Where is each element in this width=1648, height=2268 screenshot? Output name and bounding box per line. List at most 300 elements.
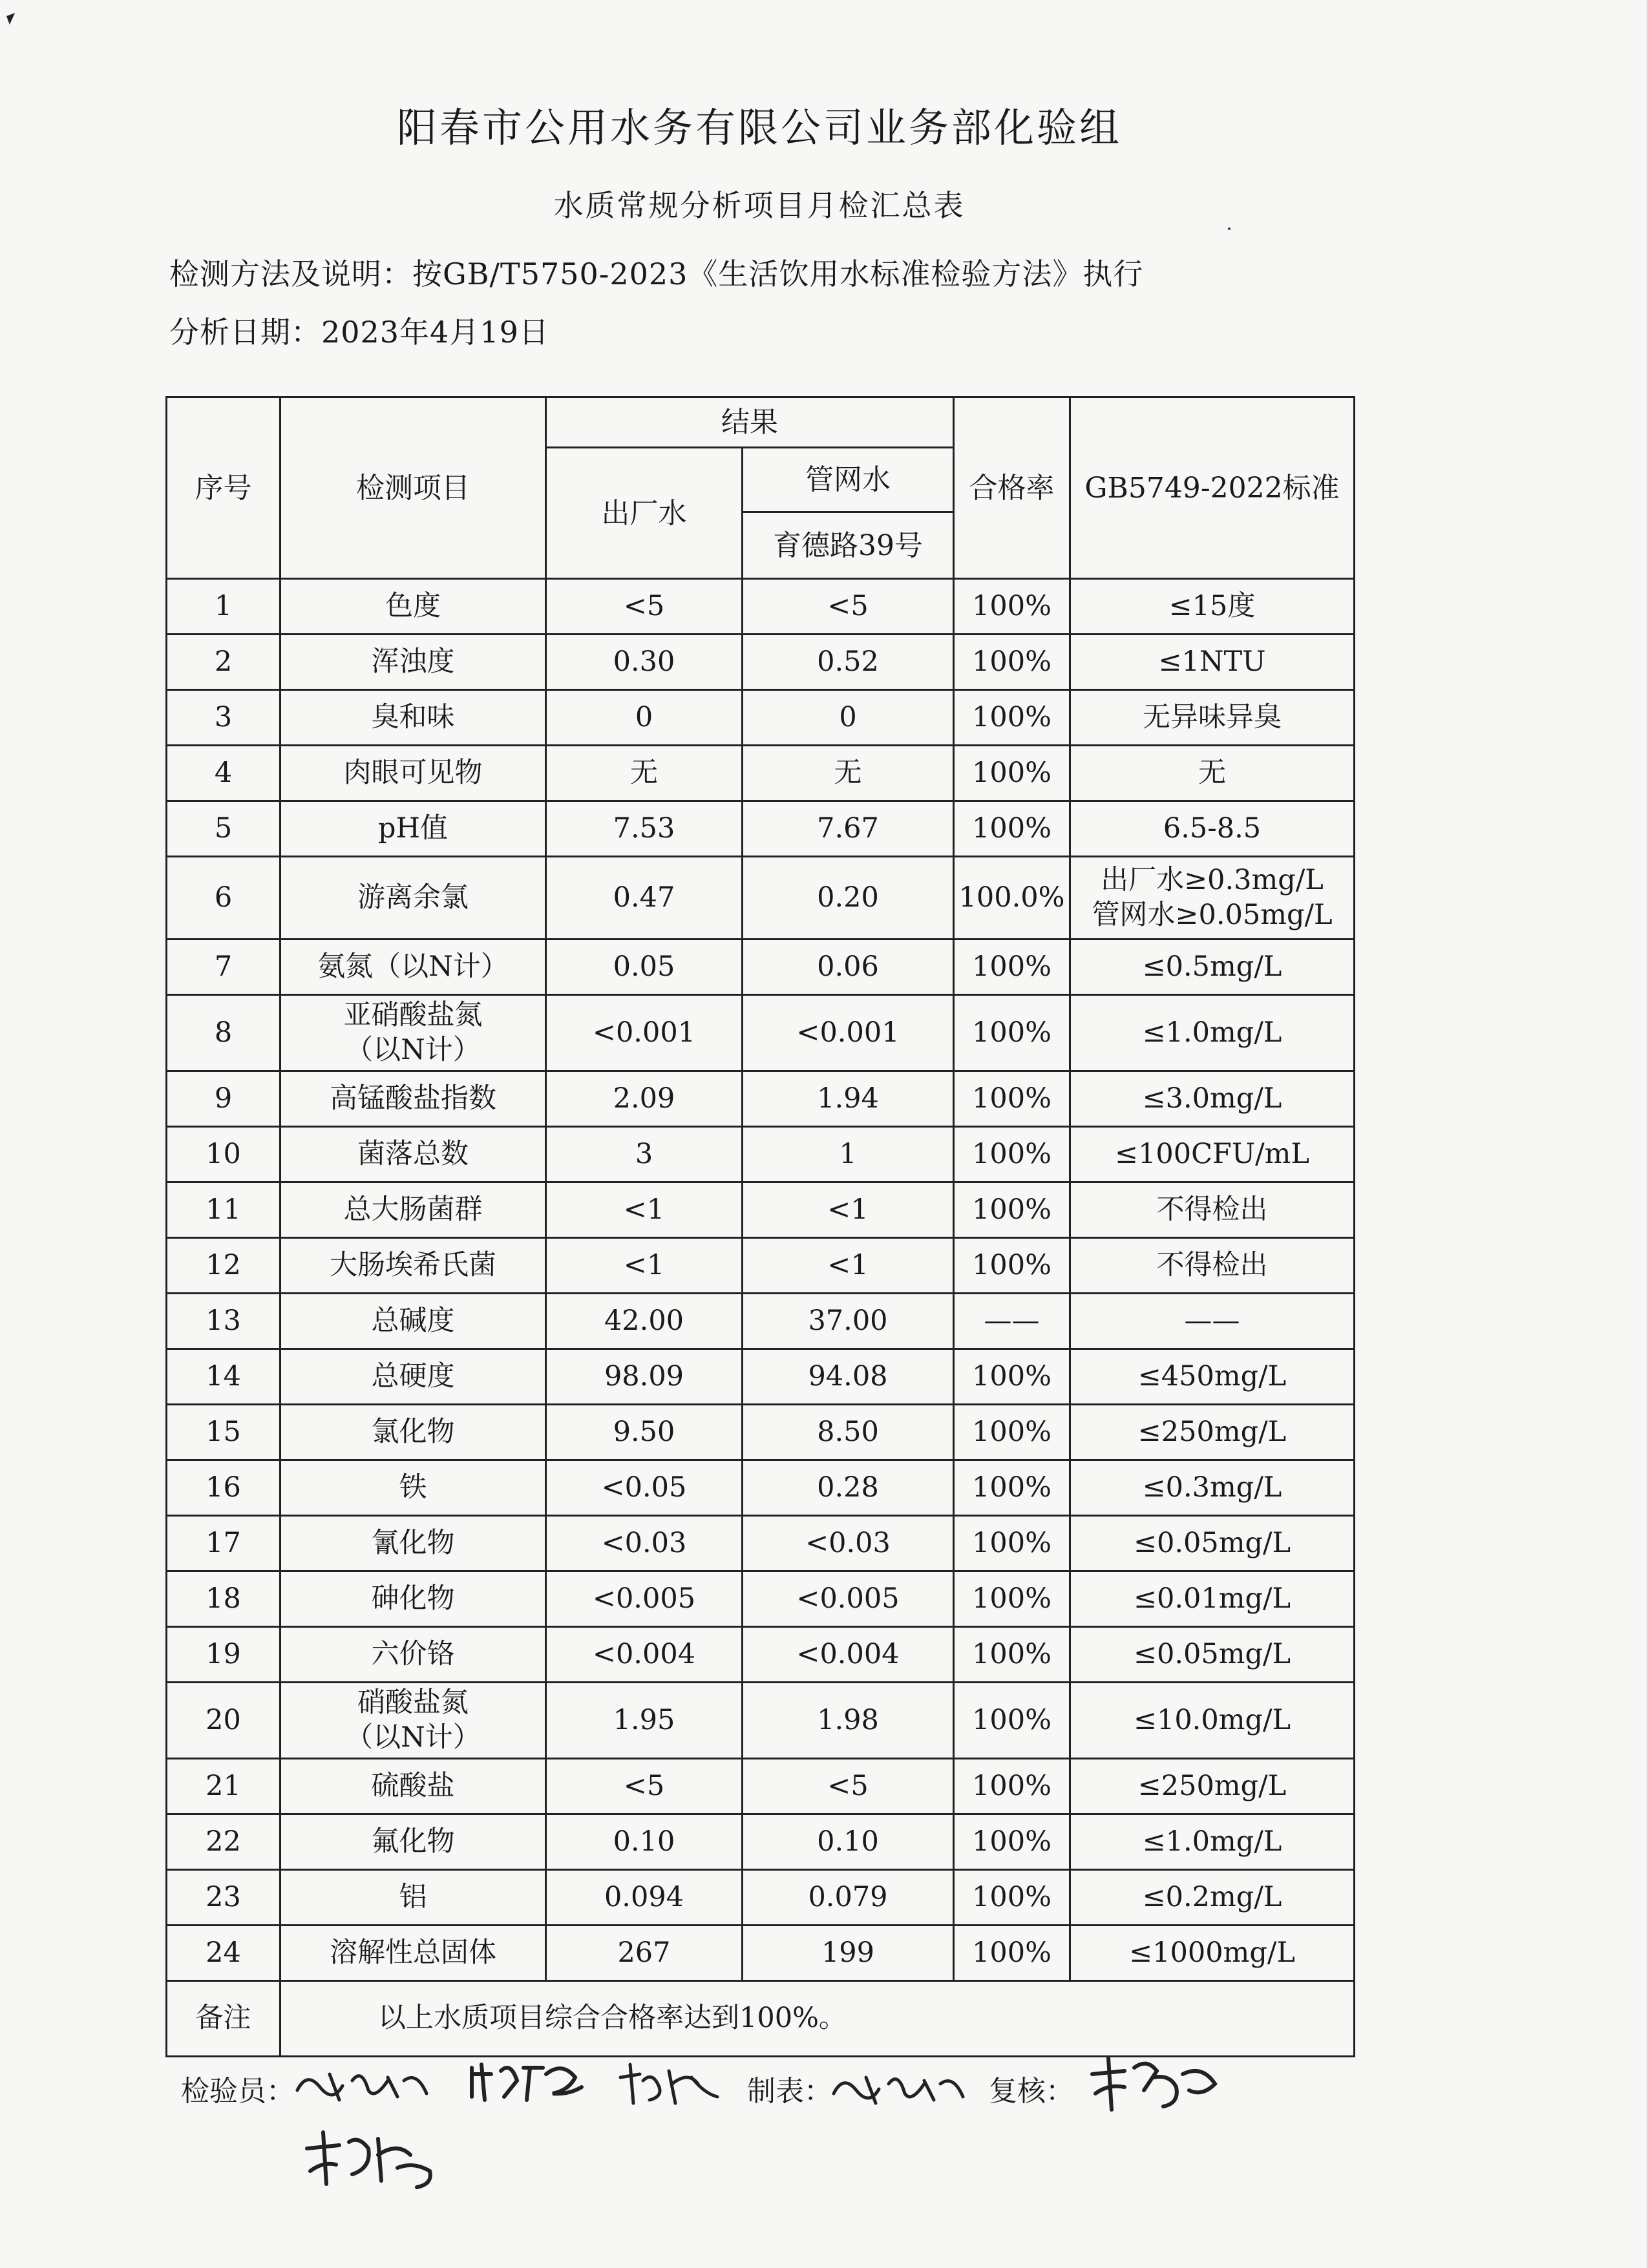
row-rate-text: 100.0%	[958, 881, 1065, 914]
row-seq	[167, 1405, 280, 1460]
row-network-value-text: 0.52	[817, 645, 879, 678]
row-rate-text: 100%	[972, 1637, 1051, 1670]
row-network-value	[743, 1759, 954, 1814]
row-network-value-text: <0.005	[796, 1582, 900, 1615]
row-standard-text: ≤250mg/L	[1137, 1769, 1287, 1802]
row-factory-value	[546, 746, 743, 801]
row-item-text: 菌落总数	[357, 1137, 469, 1170]
row-item	[280, 690, 546, 746]
row-network-value	[743, 1071, 954, 1127]
row-item	[280, 1870, 546, 1926]
row-network-value	[743, 801, 954, 857]
row-standard-text: ≤100CFU/mL	[1115, 1137, 1309, 1170]
header-seq: 序号	[167, 397, 280, 579]
row-network-value-text: 199	[821, 1936, 875, 1969]
row-factory-value	[546, 1926, 743, 1981]
row-factory-value	[546, 635, 743, 690]
row-factory-value-text: <5	[623, 1769, 665, 1802]
row-item-text: 氯化物	[371, 1415, 455, 1448]
row-seq-text: 16	[206, 1471, 241, 1504]
row-network-value-text: 7.67	[817, 812, 879, 845]
table-row	[167, 635, 1355, 690]
row-rate	[954, 1349, 1070, 1405]
row-seq-text: 21	[206, 1769, 241, 1802]
row-factory-value-text: <0.05	[601, 1471, 687, 1504]
row-factory-value-text: 42.00	[604, 1304, 684, 1337]
row-item-text: 色度	[385, 589, 441, 622]
row-standard	[1070, 1759, 1355, 1814]
row-rate-text: 100%	[972, 1360, 1051, 1392]
row-seq	[167, 801, 280, 857]
row-factory-value-text: 98.09	[604, 1360, 684, 1392]
row-item-text: 溶解性总固体	[330, 1936, 496, 1969]
row-item	[280, 1238, 546, 1294]
table-row	[167, 1926, 1355, 1981]
row-rate-text: 100%	[972, 1936, 1051, 1969]
row-item-text: pH值	[377, 812, 449, 845]
row-seq-text: 3	[214, 700, 233, 733]
row-rate	[954, 1759, 1070, 1814]
row-item-text: 铝	[399, 1880, 427, 1913]
row-network-value	[743, 1571, 954, 1627]
row-network-value-text: 1.98	[817, 1703, 879, 1736]
row-item-text-line2: （以N计）	[345, 1033, 481, 1066]
remark-label: 备注	[167, 1981, 280, 2057]
row-standard	[1070, 746, 1355, 801]
table-row	[167, 1127, 1355, 1182]
row-seq	[167, 1294, 280, 1349]
row-rate-text: 100%	[972, 1703, 1051, 1736]
row-network-value	[743, 1182, 954, 1238]
row-seq-text: 24	[206, 1936, 241, 1969]
row-rate-text: 100%	[972, 1137, 1051, 1170]
row-rate	[954, 1460, 1070, 1516]
row-rate-text: 100%	[972, 1193, 1051, 1226]
row-rate	[954, 1127, 1070, 1182]
row-item-text: 砷化物	[371, 1582, 455, 1615]
row-network-value-text: <0.001	[796, 1016, 900, 1049]
row-seq-text: 19	[206, 1637, 241, 1670]
row-rate	[954, 635, 1070, 690]
row-standard	[1070, 1814, 1355, 1870]
row-factory-value-text: <0.005	[592, 1582, 696, 1615]
row-factory-value-text: 0.10	[613, 1825, 675, 1858]
table-row	[167, 1759, 1355, 1814]
table-row	[167, 1460, 1355, 1516]
row-item	[280, 1627, 546, 1683]
row-network-value	[743, 690, 954, 746]
row-item-text: 氟化物	[371, 1825, 455, 1858]
row-network-value	[743, 1683, 954, 1759]
row-rate-text: 100%	[972, 1526, 1051, 1559]
row-rate	[954, 1814, 1070, 1870]
row-rate-text: 100%	[972, 1415, 1051, 1448]
row-standard-text: ≤0.5mg/L	[1142, 950, 1282, 983]
row-factory-value	[546, 857, 743, 940]
row-network-value-text: 1.94	[817, 1082, 879, 1115]
row-seq-text: 10	[206, 1137, 241, 1170]
row-standard	[1070, 857, 1355, 940]
row-factory-value	[546, 1870, 743, 1926]
row-standard-text: ——	[1184, 1304, 1240, 1337]
row-item	[280, 746, 546, 801]
table-row	[167, 940, 1355, 995]
row-item	[280, 1460, 546, 1516]
header-factory-water: 出厂水	[546, 448, 743, 579]
row-factory-value	[546, 995, 743, 1071]
row-network-value	[743, 579, 954, 635]
row-rate-text: 100%	[972, 950, 1051, 983]
row-standard-text: ≤10.0mg/L	[1133, 1703, 1291, 1736]
row-factory-value-text: 0.47	[613, 881, 675, 914]
row-rate	[954, 690, 1070, 746]
corner-mark	[6, 13, 18, 25]
table-row	[167, 690, 1355, 746]
row-seq	[167, 1814, 280, 1870]
row-item	[280, 1294, 546, 1349]
row-item-text: 总碱度	[371, 1304, 455, 1337]
row-standard-text: ≤0.2mg/L	[1142, 1880, 1282, 1913]
row-rate	[954, 1870, 1070, 1926]
row-network-value	[743, 1926, 954, 1981]
table-row	[167, 1627, 1355, 1683]
row-factory-value	[546, 1238, 743, 1294]
row-seq-text: 6	[214, 881, 233, 914]
row-rate	[954, 1405, 1070, 1460]
row-network-value-text: 0.10	[817, 1825, 879, 1858]
row-network-value	[743, 1349, 954, 1405]
row-standard-text: ≤250mg/L	[1137, 1415, 1287, 1448]
row-item	[280, 995, 546, 1071]
remark-text: 以上水质项目综合合格率达到100%。	[280, 1981, 1355, 2057]
row-factory-value	[546, 1571, 743, 1627]
row-item	[280, 1127, 546, 1182]
row-network-value	[743, 1627, 954, 1683]
row-factory-value	[546, 690, 743, 746]
row-standard-text: ≤1000mg/L	[1129, 1936, 1295, 1969]
row-rate-text: 100%	[972, 1016, 1051, 1049]
row-seq-text: 15	[206, 1415, 241, 1448]
method-note: 检测方法及说明：按GB/T5750-2023《生活饮用水标准检验方法》执行	[169, 257, 1144, 291]
row-seq	[167, 857, 280, 940]
row-rate-text: 100%	[972, 1582, 1051, 1615]
row-seq	[167, 1127, 280, 1182]
row-item	[280, 1182, 546, 1238]
row-standard-text: ≤15度	[1168, 589, 1256, 622]
row-seq-text: 14	[206, 1360, 241, 1392]
row-factory-value-text: <1	[623, 1248, 665, 1281]
row-seq	[167, 1926, 280, 1981]
inspector-label: 检验员：	[181, 2075, 295, 2108]
row-network-value	[743, 1814, 954, 1870]
table-row	[167, 1683, 1355, 1759]
row-standard	[1070, 1870, 1355, 1926]
row-standard-text: ≤1NTU	[1158, 645, 1266, 678]
results-table	[165, 396, 1355, 2057]
row-rate	[954, 1516, 1070, 1571]
row-rate-text: 100%	[972, 589, 1051, 622]
row-network-value	[743, 746, 954, 801]
row-item	[280, 579, 546, 635]
row-network-value	[743, 635, 954, 690]
row-standard	[1070, 995, 1355, 1071]
row-seq-text: 20	[206, 1703, 241, 1736]
row-item	[280, 1926, 546, 1981]
row-item-text: 臭和味	[371, 700, 455, 733]
row-factory-value	[546, 1516, 743, 1571]
row-rate	[954, 940, 1070, 995]
row-item	[280, 1814, 546, 1870]
row-seq	[167, 1571, 280, 1627]
row-rate-text: 100%	[972, 1248, 1051, 1281]
table-row	[167, 1182, 1355, 1238]
row-factory-value-text: 9.50	[613, 1415, 675, 1448]
row-factory-value-text: <0.03	[601, 1526, 687, 1559]
row-network-value	[743, 1127, 954, 1182]
row-network-value-text: <1	[827, 1193, 869, 1226]
header-item: 检测项目	[280, 397, 546, 579]
row-item-text: 氨氮（以N计）	[317, 950, 509, 983]
row-seq	[167, 1071, 280, 1127]
row-network-value	[743, 1238, 954, 1294]
row-factory-value-text: 7.53	[613, 812, 675, 845]
row-item-text: 总硬度	[371, 1360, 455, 1392]
row-item-text: 六价铬	[371, 1637, 455, 1670]
row-network-value-text: <0.004	[796, 1637, 900, 1670]
header-network-site: 育德路39号	[743, 512, 954, 579]
table-row	[167, 1870, 1355, 1926]
table-row	[167, 801, 1355, 857]
page-subtitle: 水质常规分析项目月检汇总表	[553, 188, 966, 223]
row-network-value	[743, 1460, 954, 1516]
row-item-text: 总大肠菌群	[343, 1193, 483, 1226]
row-standard-text: ≤1.0mg/L	[1142, 1825, 1282, 1858]
row-item	[280, 1516, 546, 1571]
row-rate	[954, 1294, 1070, 1349]
table-row	[167, 746, 1355, 801]
row-standard-text: 6.5-8.5	[1163, 812, 1262, 845]
row-standard	[1070, 1238, 1355, 1294]
signature-area	[181, 2061, 1409, 2223]
analysis-date: 分析日期：2023年4月19日	[169, 315, 549, 350]
row-item	[280, 1759, 546, 1814]
table-row	[167, 579, 1355, 635]
table-row	[167, 857, 1355, 940]
table-row	[167, 1238, 1355, 1294]
row-factory-value-text: 1.95	[613, 1703, 675, 1736]
row-standard	[1070, 1683, 1355, 1759]
row-seq	[167, 690, 280, 746]
row-standard	[1070, 1405, 1355, 1460]
row-factory-value-text: <5	[623, 589, 665, 622]
row-rate-text: 100%	[972, 1471, 1051, 1504]
row-standard	[1070, 1182, 1355, 1238]
row-factory-value-text: <0.001	[592, 1016, 696, 1049]
row-item-text: 硫酸盐	[371, 1769, 455, 1802]
row-rate	[954, 1238, 1070, 1294]
row-seq-text: 2	[214, 645, 233, 678]
row-standard-text: 无	[1198, 756, 1226, 789]
row-item-text: 铁	[399, 1471, 427, 1504]
row-item-text: 高锰酸盐指数	[330, 1082, 496, 1115]
row-standard	[1070, 1349, 1355, 1405]
row-item-text: 游离余氯	[357, 881, 469, 914]
row-factory-value-text: 0.05	[613, 950, 675, 983]
row-factory-value-text: 267	[617, 1936, 671, 1969]
row-rate	[954, 579, 1070, 635]
row-standard	[1070, 1294, 1355, 1349]
table-row	[167, 1571, 1355, 1627]
row-network-value	[743, 857, 954, 940]
row-network-value-text: 0.20	[817, 881, 879, 914]
row-rate	[954, 1627, 1070, 1683]
row-standard	[1070, 940, 1355, 995]
inspector-signature-3	[614, 2058, 724, 2110]
table-row	[167, 1516, 1355, 1571]
row-standard	[1070, 635, 1355, 690]
table-row	[167, 995, 1355, 1071]
table-row	[167, 1814, 1355, 1870]
table-row	[167, 1405, 1355, 1460]
row-seq-text: 5	[214, 812, 233, 845]
row-factory-value	[546, 1127, 743, 1182]
row-item-text: 氰化物	[371, 1526, 455, 1559]
row-network-value-text: 无	[834, 756, 862, 789]
row-seq-text: 9	[214, 1082, 233, 1115]
row-factory-value	[546, 579, 743, 635]
row-seq	[167, 635, 280, 690]
row-factory-value-text: 0	[635, 700, 653, 733]
row-standard-text: ≤0.05mg/L	[1133, 1637, 1291, 1670]
row-factory-value-text: 无	[630, 756, 658, 789]
row-rate	[954, 995, 1070, 1071]
row-standard-text: ≤3.0mg/L	[1142, 1082, 1282, 1115]
row-rate	[954, 1071, 1070, 1127]
row-seq	[167, 1627, 280, 1683]
row-factory-value-text: <0.004	[592, 1637, 696, 1670]
row-item	[280, 1349, 546, 1405]
row-rate	[954, 746, 1070, 801]
row-item	[280, 857, 546, 940]
row-factory-value	[546, 940, 743, 995]
row-item-text: 浑浊度	[371, 645, 455, 678]
row-standard	[1070, 1571, 1355, 1627]
row-rate-text: 100%	[972, 812, 1051, 845]
row-factory-value	[546, 1071, 743, 1127]
row-network-value-text: 8.50	[817, 1415, 879, 1448]
row-rate	[954, 801, 1070, 857]
row-seq	[167, 1349, 280, 1405]
row-factory-value-text: 0.30	[613, 645, 675, 678]
row-item	[280, 1683, 546, 1759]
row-factory-value	[546, 801, 743, 857]
header-rate: 合格率	[954, 397, 1070, 579]
header-network-water: 管网水	[743, 448, 954, 512]
row-network-value	[743, 1405, 954, 1460]
row-standard	[1070, 1627, 1355, 1683]
preparer-signature	[827, 2064, 969, 2116]
row-factory-value	[546, 1814, 743, 1870]
row-network-value-text: <0.03	[805, 1526, 891, 1559]
row-seq	[167, 1516, 280, 1571]
row-seq	[167, 1238, 280, 1294]
row-network-value	[743, 940, 954, 995]
row-factory-value	[546, 1405, 743, 1460]
row-network-value-text: 0.079	[808, 1880, 888, 1913]
row-standard-text: ≤1.0mg/L	[1142, 1016, 1282, 1049]
row-rate	[954, 1182, 1070, 1238]
row-factory-value	[546, 1683, 743, 1759]
row-item-text: 肉眼可见物	[343, 756, 483, 789]
row-seq	[167, 1870, 280, 1926]
row-item	[280, 801, 546, 857]
row-factory-value	[546, 1460, 743, 1516]
table-row	[167, 1294, 1355, 1349]
row-seq	[167, 995, 280, 1071]
row-seq-text: 4	[214, 756, 233, 789]
row-network-value	[743, 995, 954, 1071]
row-factory-value-text: 2.09	[613, 1082, 675, 1115]
row-standard	[1070, 801, 1355, 857]
inspector-signature-2	[465, 2055, 588, 2106]
table-row	[167, 1071, 1355, 1127]
row-network-value	[743, 1294, 954, 1349]
row-network-value-text: 0.06	[817, 950, 879, 983]
row-network-value-text: 37.00	[808, 1304, 888, 1337]
row-seq	[167, 940, 280, 995]
inspector-signature-4	[301, 2123, 449, 2194]
preparer-label: 制表：	[747, 2075, 832, 2108]
row-rate-text: 100%	[972, 1082, 1051, 1115]
row-seq-text: 18	[206, 1582, 241, 1615]
table-row	[167, 1349, 1355, 1405]
row-standard	[1070, 1071, 1355, 1127]
row-factory-value	[546, 1627, 743, 1683]
row-item	[280, 1571, 546, 1627]
row-seq-text: 7	[214, 950, 233, 983]
row-item-text: 大肠埃希氏菌	[330, 1248, 496, 1281]
row-rate-text: ——	[984, 1304, 1040, 1337]
row-item	[280, 635, 546, 690]
row-seq-text: 11	[206, 1193, 241, 1226]
results-body	[167, 579, 1355, 1981]
row-standard-text: 无异味异臭	[1143, 700, 1282, 733]
row-standard	[1070, 690, 1355, 746]
row-rate	[954, 1926, 1070, 1981]
row-standard	[1070, 579, 1355, 635]
row-standard-text: ≤0.01mg/L	[1133, 1582, 1291, 1615]
inspector-signature-1	[291, 2061, 433, 2113]
row-rate-text: 100%	[972, 645, 1051, 678]
row-rate-text: 100%	[972, 1880, 1051, 1913]
row-standard-text: 不得检出	[1156, 1193, 1268, 1226]
row-item	[280, 940, 546, 995]
row-item-text-line2: （以N计）	[345, 1721, 481, 1754]
row-standard-text: 出厂水≥0.3mg/L	[1101, 863, 1324, 896]
row-seq-text: 22	[206, 1825, 241, 1858]
header-result: 结果	[546, 397, 954, 448]
row-item	[280, 1405, 546, 1460]
row-item	[280, 1071, 546, 1127]
row-seq-text: 1	[214, 589, 233, 622]
row-network-value-text: <5	[827, 1769, 869, 1802]
row-seq	[167, 1460, 280, 1516]
row-seq	[167, 1759, 280, 1814]
row-rate	[954, 857, 1070, 940]
row-standard-text-line2: 管网水≥0.05mg/L	[1092, 898, 1333, 931]
row-factory-value	[546, 1294, 743, 1349]
row-seq-text: 12	[206, 1248, 241, 1281]
